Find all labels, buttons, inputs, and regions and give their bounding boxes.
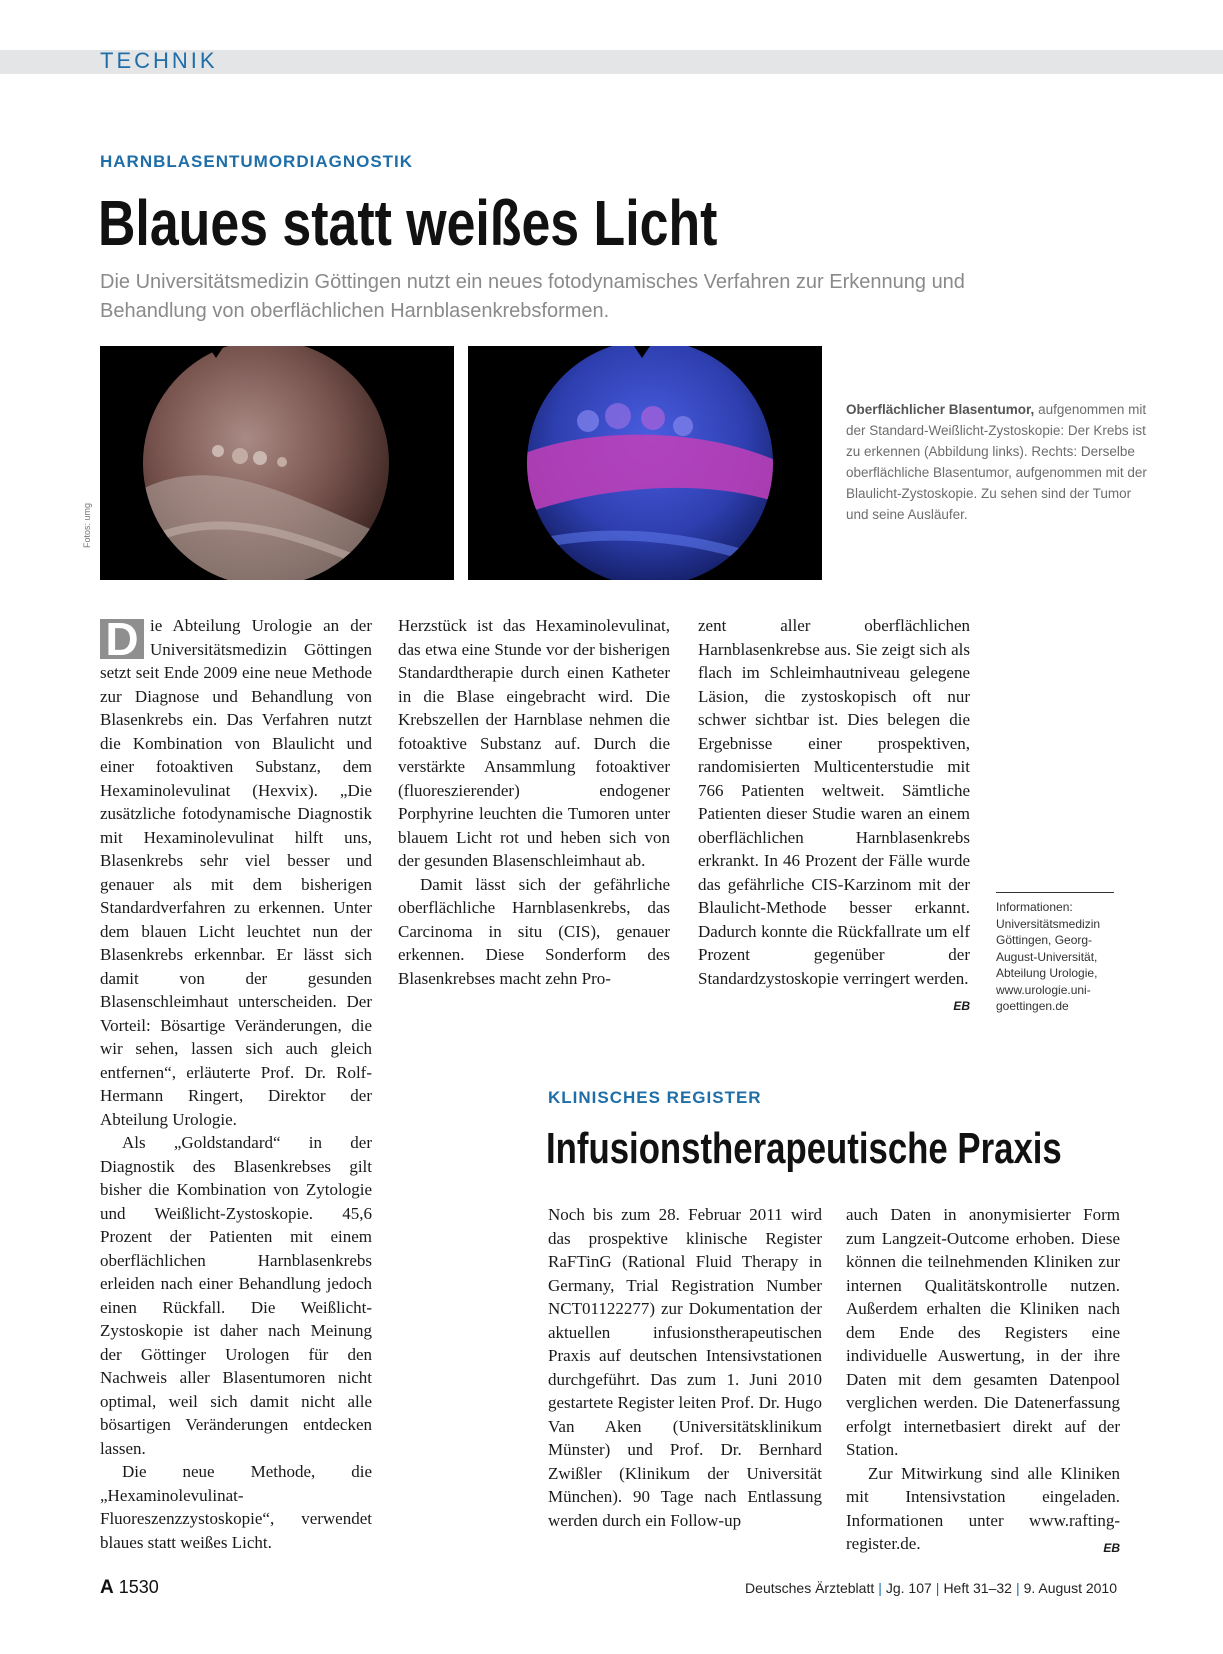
journal-footer — [745, 1580, 1117, 1596]
article2-column-2 — [846, 1203, 1120, 1561]
page-number-value: 1530 — [118, 1577, 159, 1597]
caption-text: aufgenommen mit der Standard-Weißlicht-Zystoskopie: Der Krebs ist zu erkennen (Abbildung links). Rechts: Derselbe oberflächliche Blasentumor, aufgenommen mit der Blaulicht-Zystoskopie. Zu sehen sind der Tumor und seine Ausläufer. — [846, 402, 1147, 522]
paragraph: Damit lässt sich der gefährliche oberflächliche Harnblasenkrebs, das Carcinoma in situ (CIS), genauer erkennen. Diese Sonderform des Blasenkrebses macht zehn Pro- — [398, 874, 670, 988]
paragraph: Noch bis zum 28. Februar 2011 wird das prospektive klinische Register RaFTinG (Rational Fluid Therapy in Germany, Trial Registration Number NCT01122277) zur Dokumentation der aktuellen infusionstherapeutischen Praxis auf deutschen Intensivstationen durchgeführt. Das zum 1. Juni 2010 gestartete Register leiten Prof. Dr. Hugo Van Aken (Universitätsklinikum Münster) und Prof. Dr. Bernhard Zwißler (Klinikum der Universität München). 90 Tage nach Entlassung werden durch ein Follow-up — [548, 1205, 822, 1530]
drop-cap: D — [100, 619, 144, 659]
journal-date: 9. August 2010 — [1023, 1580, 1117, 1596]
article1-kicker: HARNBLASENTUMORDIAGNOSTIK — [100, 152, 414, 171]
section-label: TECHNIK — [100, 48, 218, 73]
article2-column-1 — [548, 1203, 822, 1532]
paragraph: auch Daten in anonymisierter Form zum Langzeit-Outcome erhoben. Diese können die teilnehmenden Kliniken zur internen Qualitätskontrolle nutzen. Außerdem erhalten die Kliniken nach dem Ende des Registers eine individuelle Auswertung, in der ihre Daten mit dem gesamten Datenpool verglichen werden. Die Datenerfassung erfolgt internetbasiert direkt auf der Station. — [846, 1205, 1120, 1459]
page-prefix: A — [100, 1577, 114, 1598]
journal-volume: Jg. 107 — [885, 1580, 932, 1596]
paragraph: Die neue Methode, die „Hexaminolevulinat-Fluoreszenzzystoskopie“, verwendet blaues statt weißes Licht. — [100, 1462, 372, 1552]
photo-caption — [846, 399, 1151, 525]
article1-column-3 — [698, 614, 970, 1019]
info-box: Informationen: Universitätsmedizin Göttingen, Georg-August-Universität, Abteilung Urologie, www.urologie.uni-goettingen.de — [996, 892, 1114, 1015]
paragraph — [698, 614, 970, 1013]
paragraph: Herzstück ist das Hexaminolevulinat, das etwa eine Stunde vor der bisherigen Standardtherapie durch einen Katheter in die Blase eingebracht wird. Die Krebszellen der Harnblase nehmen die fotoaktive Substanz auf. Durch die verstärkte Ansammlung fotoaktiver (fluoreszierender) endogener Porphyrine leuchten die Tumoren unter blauem Licht rot und heben sich von der gesunden Blasenschleimhaut ab. — [398, 616, 670, 870]
article1-column-1 — [100, 614, 372, 1554]
article1-column-2 — [398, 614, 670, 990]
blue-light-cystoscopy-photo — [468, 346, 822, 580]
author-signature: EB — [1103, 1541, 1120, 1555]
separator: | — [1015, 1580, 1020, 1596]
paragraph — [100, 614, 372, 1131]
article2-title: Infusionstherapeutische Praxis — [546, 1124, 1062, 1173]
paragraph-text: Zur Mitwirkung sind alle Kliniken mit Intensivstation eingeladen. Informationen unter www.rafting-register.de. — [846, 1463, 1120, 1553]
article1-title: Blaues statt weißes Licht — [98, 187, 718, 259]
white-light-cystoscopy-photo — [100, 346, 454, 580]
photo-credit: Fotos: umg — [82, 502, 92, 548]
journal-name: Deutsches Ärzteblatt — [745, 1580, 875, 1596]
paragraph-text: ie Abteilung Urologie an der Universitätsmedizin Göttingen setzt seit Ende 2009 eine neue Methode zur Diagnose und Behandlung von Blasenkrebs ein. Das Verfahren nutzt die Kombination von Blaulicht und einer fotoaktiven Substanz, dem Hexaminolevulinat (Hexvix). „Die zusätzliche fotodynamische Diagnostik mit Hexaminolevulinat hilft uns, Blasenkrebs sehr viel besser und genauer als mit dem bisherigen Standardverfahren zu erkennen. Unter dem blauen Licht leuchtet nun der Blasenkrebs erkennbar. Er lässt sich damit von der gesunden Blasenschleimhaut unterscheiden. Der Vorteil: Bösartige Veränderungen, die wir sehen, lassen sich auch gleich entfernen“, erläuterte Prof. Dr. Rolf-Hermann Ringert, Direktor der Abteilung Urologie. — [100, 616, 372, 1129]
article1-lead: Die Universitätsmedizin Göttingen nutzt ein neues fotodynamisches Verfahren zur Erkennung und Behandlung von oberflächlichen Harnblasenkrebsformen. — [100, 271, 965, 322]
author-signature: EB — [953, 999, 970, 1013]
paragraph-text: zent aller oberflächlichen Harnblasenkrebse aus. Sie zeigt sich als flach im Schleimhautniveau gelegene Läsion, die zystoskopisch oft nur schwer sichtbar ist. Dies belegen die Ergebnisse einer prospektiven, randomisierten Multicenterstudie mit 766 Patienten weltweit. Sämtliche Patienten dieser Studie waren an einem oberflächlichen Harnblasenkrebs erkrankt. In 46 Prozent der Fälle wurde das gefährliche CIS-Karzinom mit der Blaulicht-Methode besser erkannt. Dadurch konnte die Rückfallrate um elf Prozent gegenüber der Standardzystoskopie verringert werden. — [698, 616, 970, 988]
caption-bold: Oberflächlicher Blasentumor, — [846, 402, 1035, 417]
page-number — [100, 1577, 159, 1599]
separator: | — [935, 1580, 940, 1596]
paragraph: Als „Goldstandard“ in der Diagnostik des Blasenkrebses gilt bisher die Kombination von Zytologie und Weißlicht-Zystoskopie. 45,6 Prozent der Patienten mit einem oberflächlichen Harnblasenkrebs erleiden nach einer Behandlung jedoch einen Rückfall. Die Weißlicht-Zystoskopie ist daher nach Meinung der Göttinger Urologen für den Nachweis aller Blasentumoren nicht optimal, weil sich damit nicht alle bösartigen Veränderungen entdecken lassen. — [100, 1133, 372, 1458]
article2-kicker: KLINISCHES REGISTER — [548, 1088, 762, 1107]
separator: | — [878, 1580, 882, 1596]
journal-issue: Heft 31–32 — [943, 1580, 1012, 1596]
paragraph — [846, 1462, 1120, 1556]
